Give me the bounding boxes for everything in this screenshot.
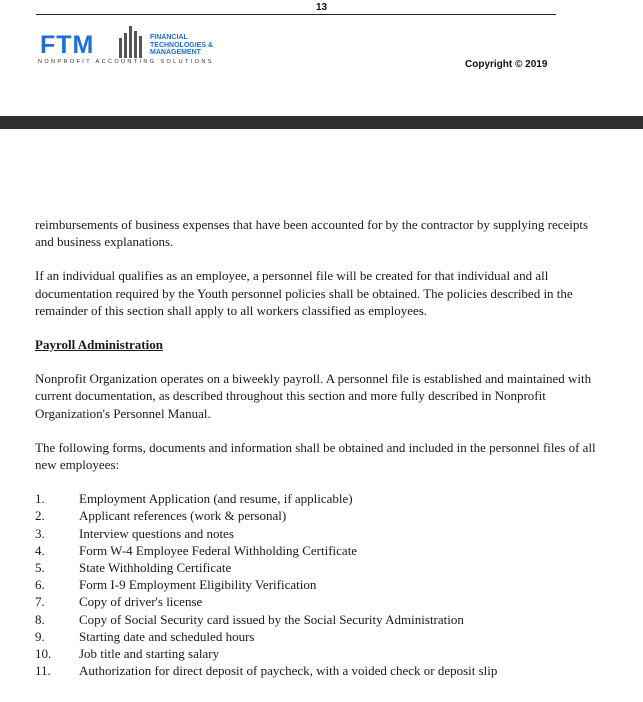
list-item bbox=[35, 628, 605, 645]
list-item bbox=[35, 645, 605, 662]
list-item-text: Form W-4 Employee Federal Withholding Certificate bbox=[79, 542, 358, 558]
list-item bbox=[35, 542, 605, 559]
paragraph-reimbursements: reimbursements of business expenses that have been accounted for by the contractor by supplying receipts and business explanations. bbox=[35, 217, 589, 250]
required-documents-list bbox=[35, 490, 605, 679]
list-item-number: 4. bbox=[35, 542, 45, 558]
list-item-text: Starting date and scheduled hours bbox=[79, 628, 255, 644]
header-rule bbox=[36, 14, 556, 15]
section-heading-payroll: Payroll Administration bbox=[35, 337, 163, 353]
list-item-text: Applicant references (work & personal) bbox=[79, 508, 287, 524]
logo-tagline: NONPROFIT ACCOUNTING SOLUTIONS bbox=[38, 59, 214, 65]
copyright-notice: Copyright © 2019 bbox=[465, 59, 548, 70]
list-item-text: State Withholding Certificate bbox=[79, 560, 232, 576]
page-number: 13 bbox=[315, 2, 328, 13]
list-item-number: 5. bbox=[35, 560, 45, 576]
logo-line-1: FINANCIAL bbox=[150, 34, 188, 41]
document-body bbox=[35, 216, 605, 679]
list-item bbox=[35, 507, 605, 524]
list-item-number: 9. bbox=[35, 628, 45, 644]
list-item bbox=[35, 559, 605, 576]
list-item bbox=[35, 525, 605, 542]
logo-line-3: MANAGEMENT bbox=[150, 49, 201, 56]
list-item bbox=[35, 593, 605, 610]
list-item-text: Copy of Social Security card issued by the Social Security Administration bbox=[79, 611, 464, 627]
list-item-text: Form I-9 Employment Eligibility Verification bbox=[79, 577, 317, 593]
list-item-number: 8. bbox=[35, 611, 45, 627]
list-item bbox=[35, 611, 605, 628]
list-item-number: 2. bbox=[35, 508, 45, 524]
list-item-text: Job title and starting salary bbox=[79, 646, 220, 662]
list-item-number: 6. bbox=[35, 577, 45, 593]
paragraph-employee-qualification: If an individual qualifies as an employee, a personnel file will be created for that individual and all documentation required by the Youth personnel policies shall be obtained. The policies described in the remainder of this section shall apply to all workers classified as employees. bbox=[35, 268, 573, 318]
list-item bbox=[35, 662, 605, 679]
logo-brand: FTM bbox=[40, 31, 95, 59]
list-item-number: 3. bbox=[35, 525, 45, 541]
list-item-number: 11. bbox=[35, 663, 51, 679]
list-item bbox=[35, 576, 605, 593]
paragraph-payroll: Nonprofit Organization operates on a biweekly payroll. A personnel file is established and maintained with current documentation, as described throughout this section and more fully described in Nonprofit Organization's Personnel Manual. bbox=[35, 371, 592, 421]
list-item-text: Authorization for direct deposit of paycheck, with a voided check or deposit slip bbox=[79, 663, 498, 679]
logo-line-2: TECHNOLOGIES & bbox=[150, 41, 214, 49]
list-item-text: Employment Application (and resume, if applicable) bbox=[79, 491, 353, 507]
ftm-logo bbox=[38, 26, 268, 68]
list-item-number: 1. bbox=[35, 491, 45, 507]
logo-bars-icon bbox=[119, 26, 149, 58]
list-item-number: 10. bbox=[35, 646, 52, 662]
list-item-text: Copy of driver's license bbox=[79, 594, 203, 610]
paragraph-required-documents: The following forms, documents and information shall be obtained and included in the personnel files of all new employees: bbox=[35, 439, 596, 473]
list-item-number: 7. bbox=[35, 594, 45, 610]
list-item-text: Interview questions and notes bbox=[79, 525, 234, 541]
list-item bbox=[35, 490, 605, 507]
header-band bbox=[0, 116, 643, 129]
logo-text bbox=[150, 34, 213, 57]
